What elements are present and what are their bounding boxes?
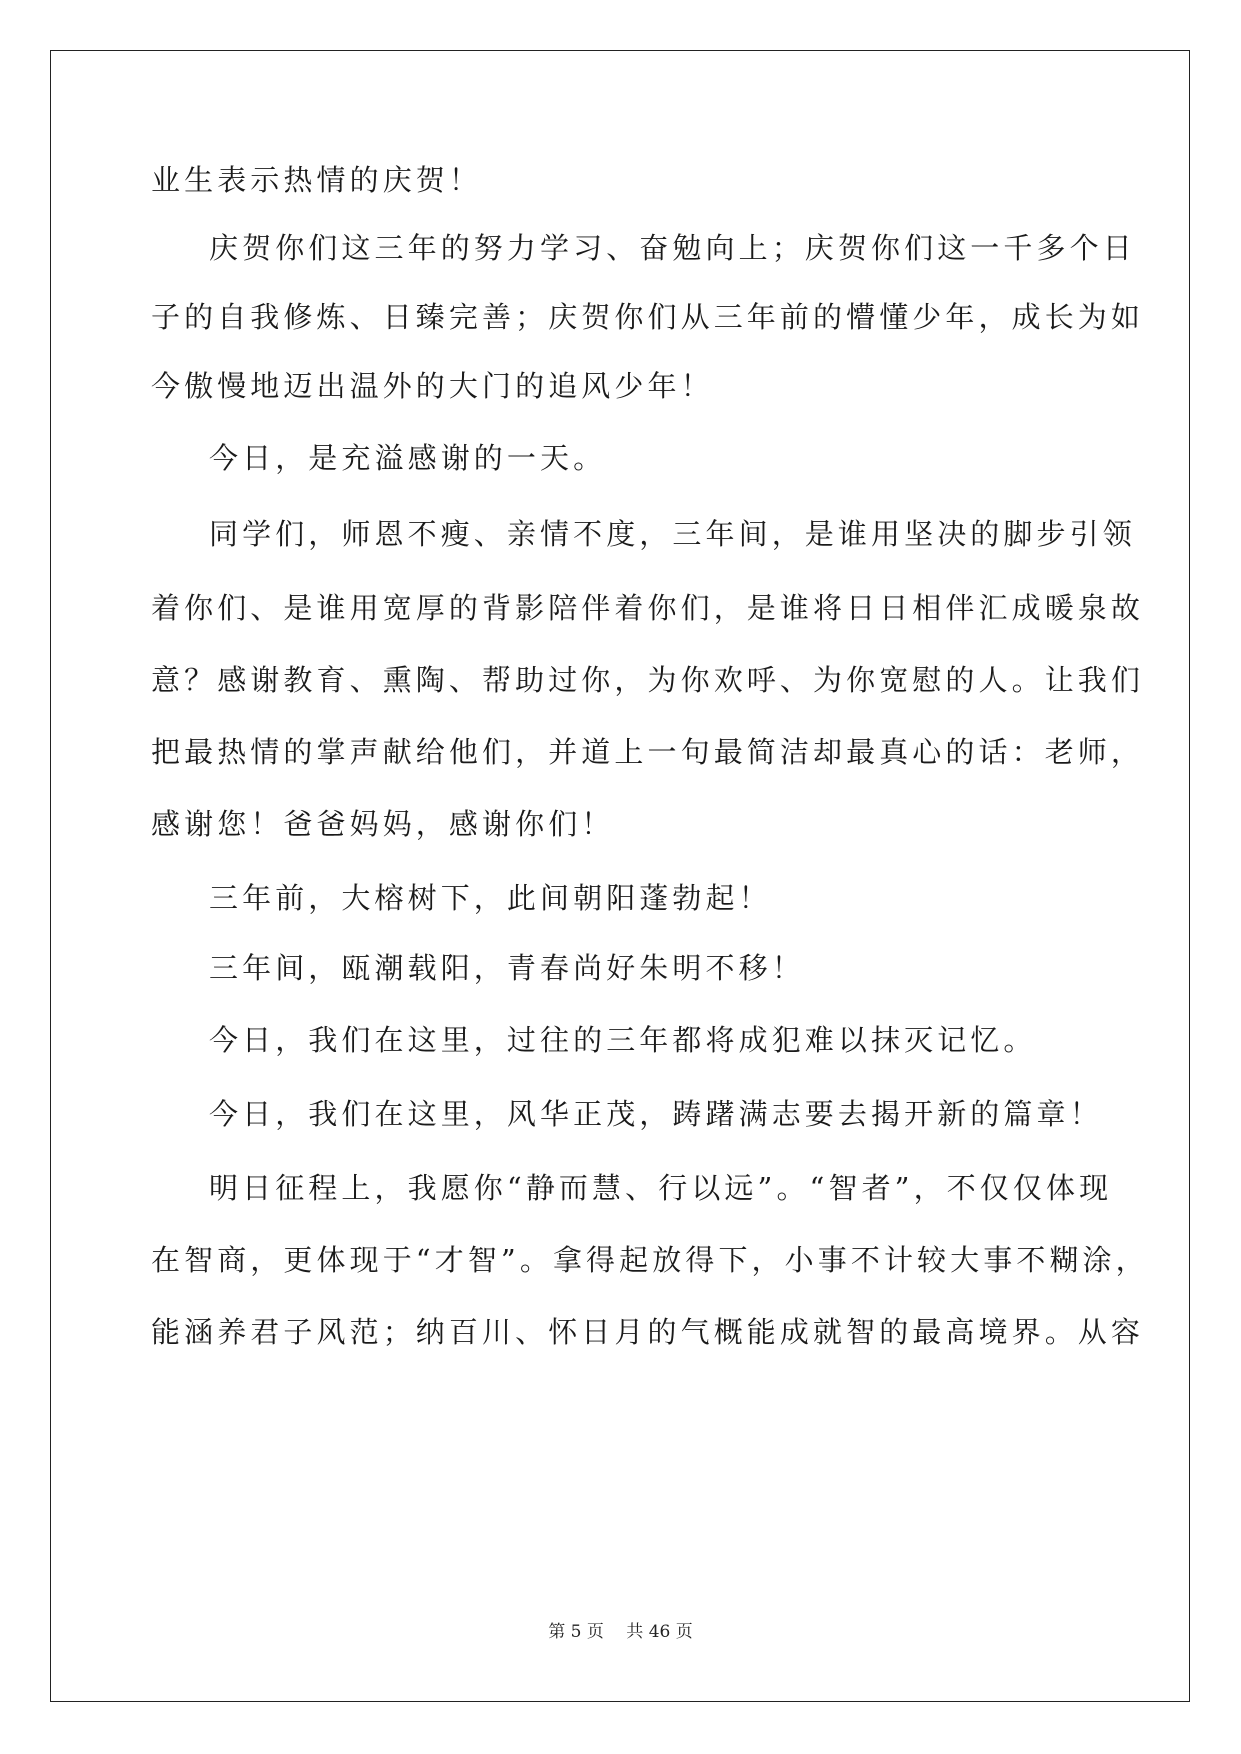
page-footer bbox=[0, 1620, 1241, 1644]
text-line: 把最热情的掌声献给他们，并道上一句最简洁却最真心的话：老师， bbox=[151, 735, 1145, 769]
text-line: 今傲慢地迈出温外的大门的追风少年！ bbox=[151, 369, 714, 403]
text-line: 感谢您！爸爸妈妈，感谢你们！ bbox=[151, 807, 615, 841]
paragraph-line: 今日，是充溢感谢的一天。 bbox=[209, 441, 607, 475]
paragraph-line: 三年间，瓯潮载阳，青春尚好朱明不移！ bbox=[209, 951, 805, 985]
paragraph-line: 同学们，师恩不瘦、亲情不度，三年间，是谁用坚决的脚步引领 bbox=[209, 517, 1136, 551]
text-line: 子的自我修炼、日臻完善；庆贺你们从三年前的懵懂少年，成长为如 bbox=[151, 300, 1145, 334]
paragraph-line: 明日征程上，我愿你“静而慧、行以远”。“智者”，不仅仅体现 bbox=[209, 1171, 1113, 1205]
paragraph-line: 今日，我们在这里，过往的三年都将成犯难以抹灭记忆。 bbox=[209, 1023, 1037, 1057]
text-line: 业生表示热情的庆贺！ bbox=[151, 163, 483, 197]
text-line: 着你们、是谁用宽厚的背影陪伴着你们，是谁将日日相伴汇成暖泉故 bbox=[151, 591, 1145, 625]
paragraph-line: 庆贺你们这三年的努力学习、奋勉向上；庆贺你们这一千多个日 bbox=[209, 231, 1136, 265]
paragraph-line: 三年前，大榕树下，此间朝阳蓬勃起！ bbox=[209, 881, 772, 915]
text-line: 在智商，更体现于“才智”。拿得起放得下，小事不计较大事不糊涂， bbox=[151, 1243, 1149, 1277]
paragraph-line: 今日，我们在这里，风华正茂，踌躇满志要去揭开新的篇章！ bbox=[209, 1097, 1103, 1131]
text-line: 意？感谢教育、熏陶、帮助过你，为你欢呼、为你宽慰的人。让我们 bbox=[151, 663, 1145, 697]
page-number: 第 5 页 共 46 页 bbox=[548, 1622, 693, 1642]
text-line: 能涵养君子风范；纳百川、怀日月的气概能成就智的最高境界。从容 bbox=[151, 1315, 1145, 1349]
